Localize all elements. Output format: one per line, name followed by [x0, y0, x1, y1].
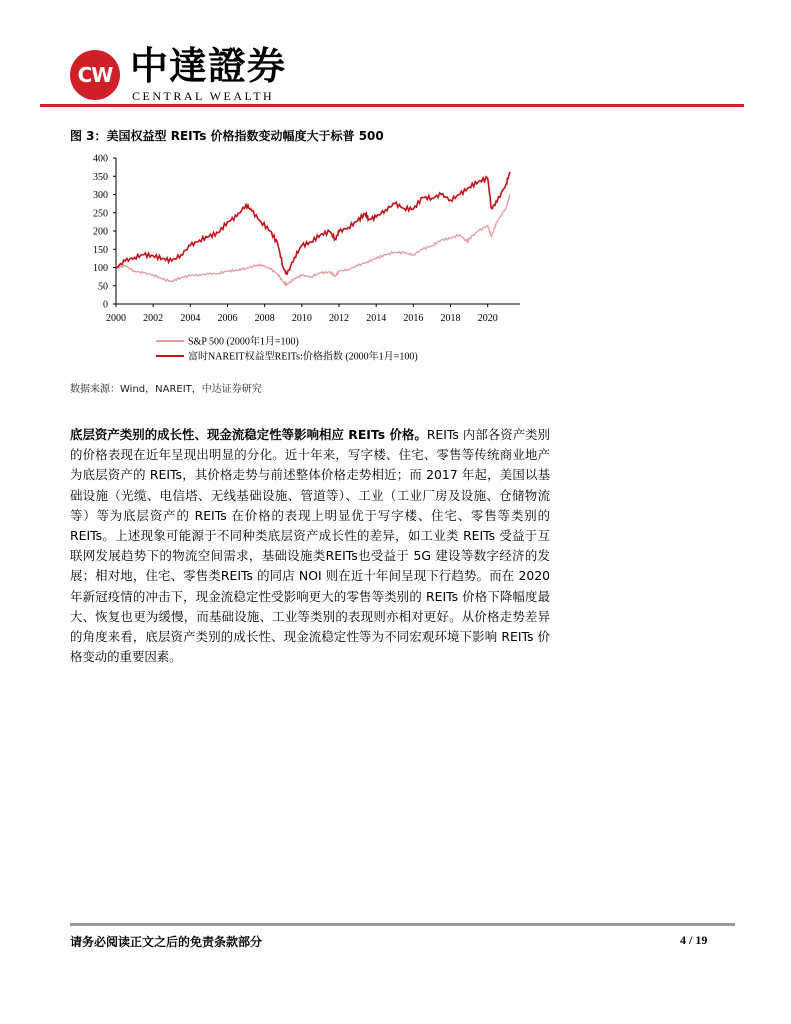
x-tick-label: 2018: [440, 313, 461, 324]
y-tick-label: 0: [103, 299, 108, 311]
x-tick-label: 2020: [477, 313, 498, 324]
x-tick-label: 2006: [217, 313, 238, 324]
chart-legend: [156, 335, 418, 363]
x-tick-label: 2014: [366, 313, 387, 324]
y-tick-label: 400: [93, 153, 108, 165]
page-number: 4 / 19: [680, 933, 708, 947]
x-tick-label: 2008: [254, 313, 275, 324]
line-chart: [70, 148, 550, 376]
company-name-cn: 中達證券: [130, 43, 287, 88]
x-tick-label: 2010: [291, 313, 312, 324]
y-tick-label: 100: [93, 263, 108, 274]
body-paragraph: [70, 425, 550, 667]
chart-lines: [116, 172, 510, 285]
footer-disclaimer: 请务必阅读正文之后的免责条款部分: [70, 935, 263, 949]
x-tick-label: 2000: [106, 313, 126, 324]
y-tick-label: 200: [93, 226, 108, 238]
x-tick-label: 2004: [180, 313, 201, 324]
footer-divider: [70, 923, 735, 926]
y-tick-label: 250: [93, 208, 108, 220]
body-text: REITs 内部各资产类别的价格表现在近年呈现出明显的分化。近十年来，写字楼、住宅、零售等传统商业地产为底层资产的 REITs，其价格走势与前述整体价格走势相近；而 2017 年起，美国以基础设施（光缆、电信塔、无线基础设施、管道等）、工业（工业厂房及设施、仓储物流等）等为底层资产的 REITs 在价格的表现上明显优于写字楼、住宅、零售等类别的 REITs。上述现象可能源于不同种类底层资产成长性的差异，如工业类 REITs 受益于互联网发展趋势下的物流空间需求，基础设施类REITs也受益于 5G 建设等数字经济的发展；相对地，住宅、零售类REITs 的同店 NOI 则在近十年间呈现下行趋势。而在 2020 年新冠疫情的冲击下，现金流稳定性受影响更大的零售等类别的 REITs 价格下降幅度最大、恢复也更为缓慢，而基础设施、工业等类别的表现则亦相对更好。从价格走势差异的角度来看，底层资产类别的成长性、现金流稳定性等为不同宏观环境下影响 REITs 价格变动的重要因素。: [70, 427, 550, 665]
figure-title: 图 3：美国权益型 REITs 价格指数变动幅度大于标普 500: [70, 129, 384, 143]
x-tick-label: 2012: [329, 313, 350, 324]
y-tick-label: 150: [93, 244, 108, 256]
y-tick-label: 300: [93, 190, 108, 201]
header-divider: [40, 104, 744, 107]
x-tick-label: 2016: [403, 313, 424, 324]
legend-label: 富时NAREIT权益型REITs:价格指数 (2000年1月=100): [188, 351, 418, 363]
x-tick-label: 2002: [143, 313, 164, 324]
figure-source: 数据来源：Wind，NAREIT，中达证券研究: [70, 384, 262, 395]
series-line-reits: [116, 172, 510, 275]
company-logo-mark: [70, 50, 120, 100]
y-tick-label: 50: [98, 281, 108, 293]
body-lead-bold: 底层资产类别的成长性、现金流稳定性等影响相应 REITs 价格。: [70, 427, 427, 442]
y-tick-label: 350: [93, 171, 108, 183]
chart-axes: [93, 154, 520, 325]
company-name-en: CENTRAL WEALTH: [132, 89, 275, 103]
logo-mark-text: CW: [77, 63, 113, 87]
legend-label: S&P 500 (2000年1月=100): [188, 336, 299, 348]
